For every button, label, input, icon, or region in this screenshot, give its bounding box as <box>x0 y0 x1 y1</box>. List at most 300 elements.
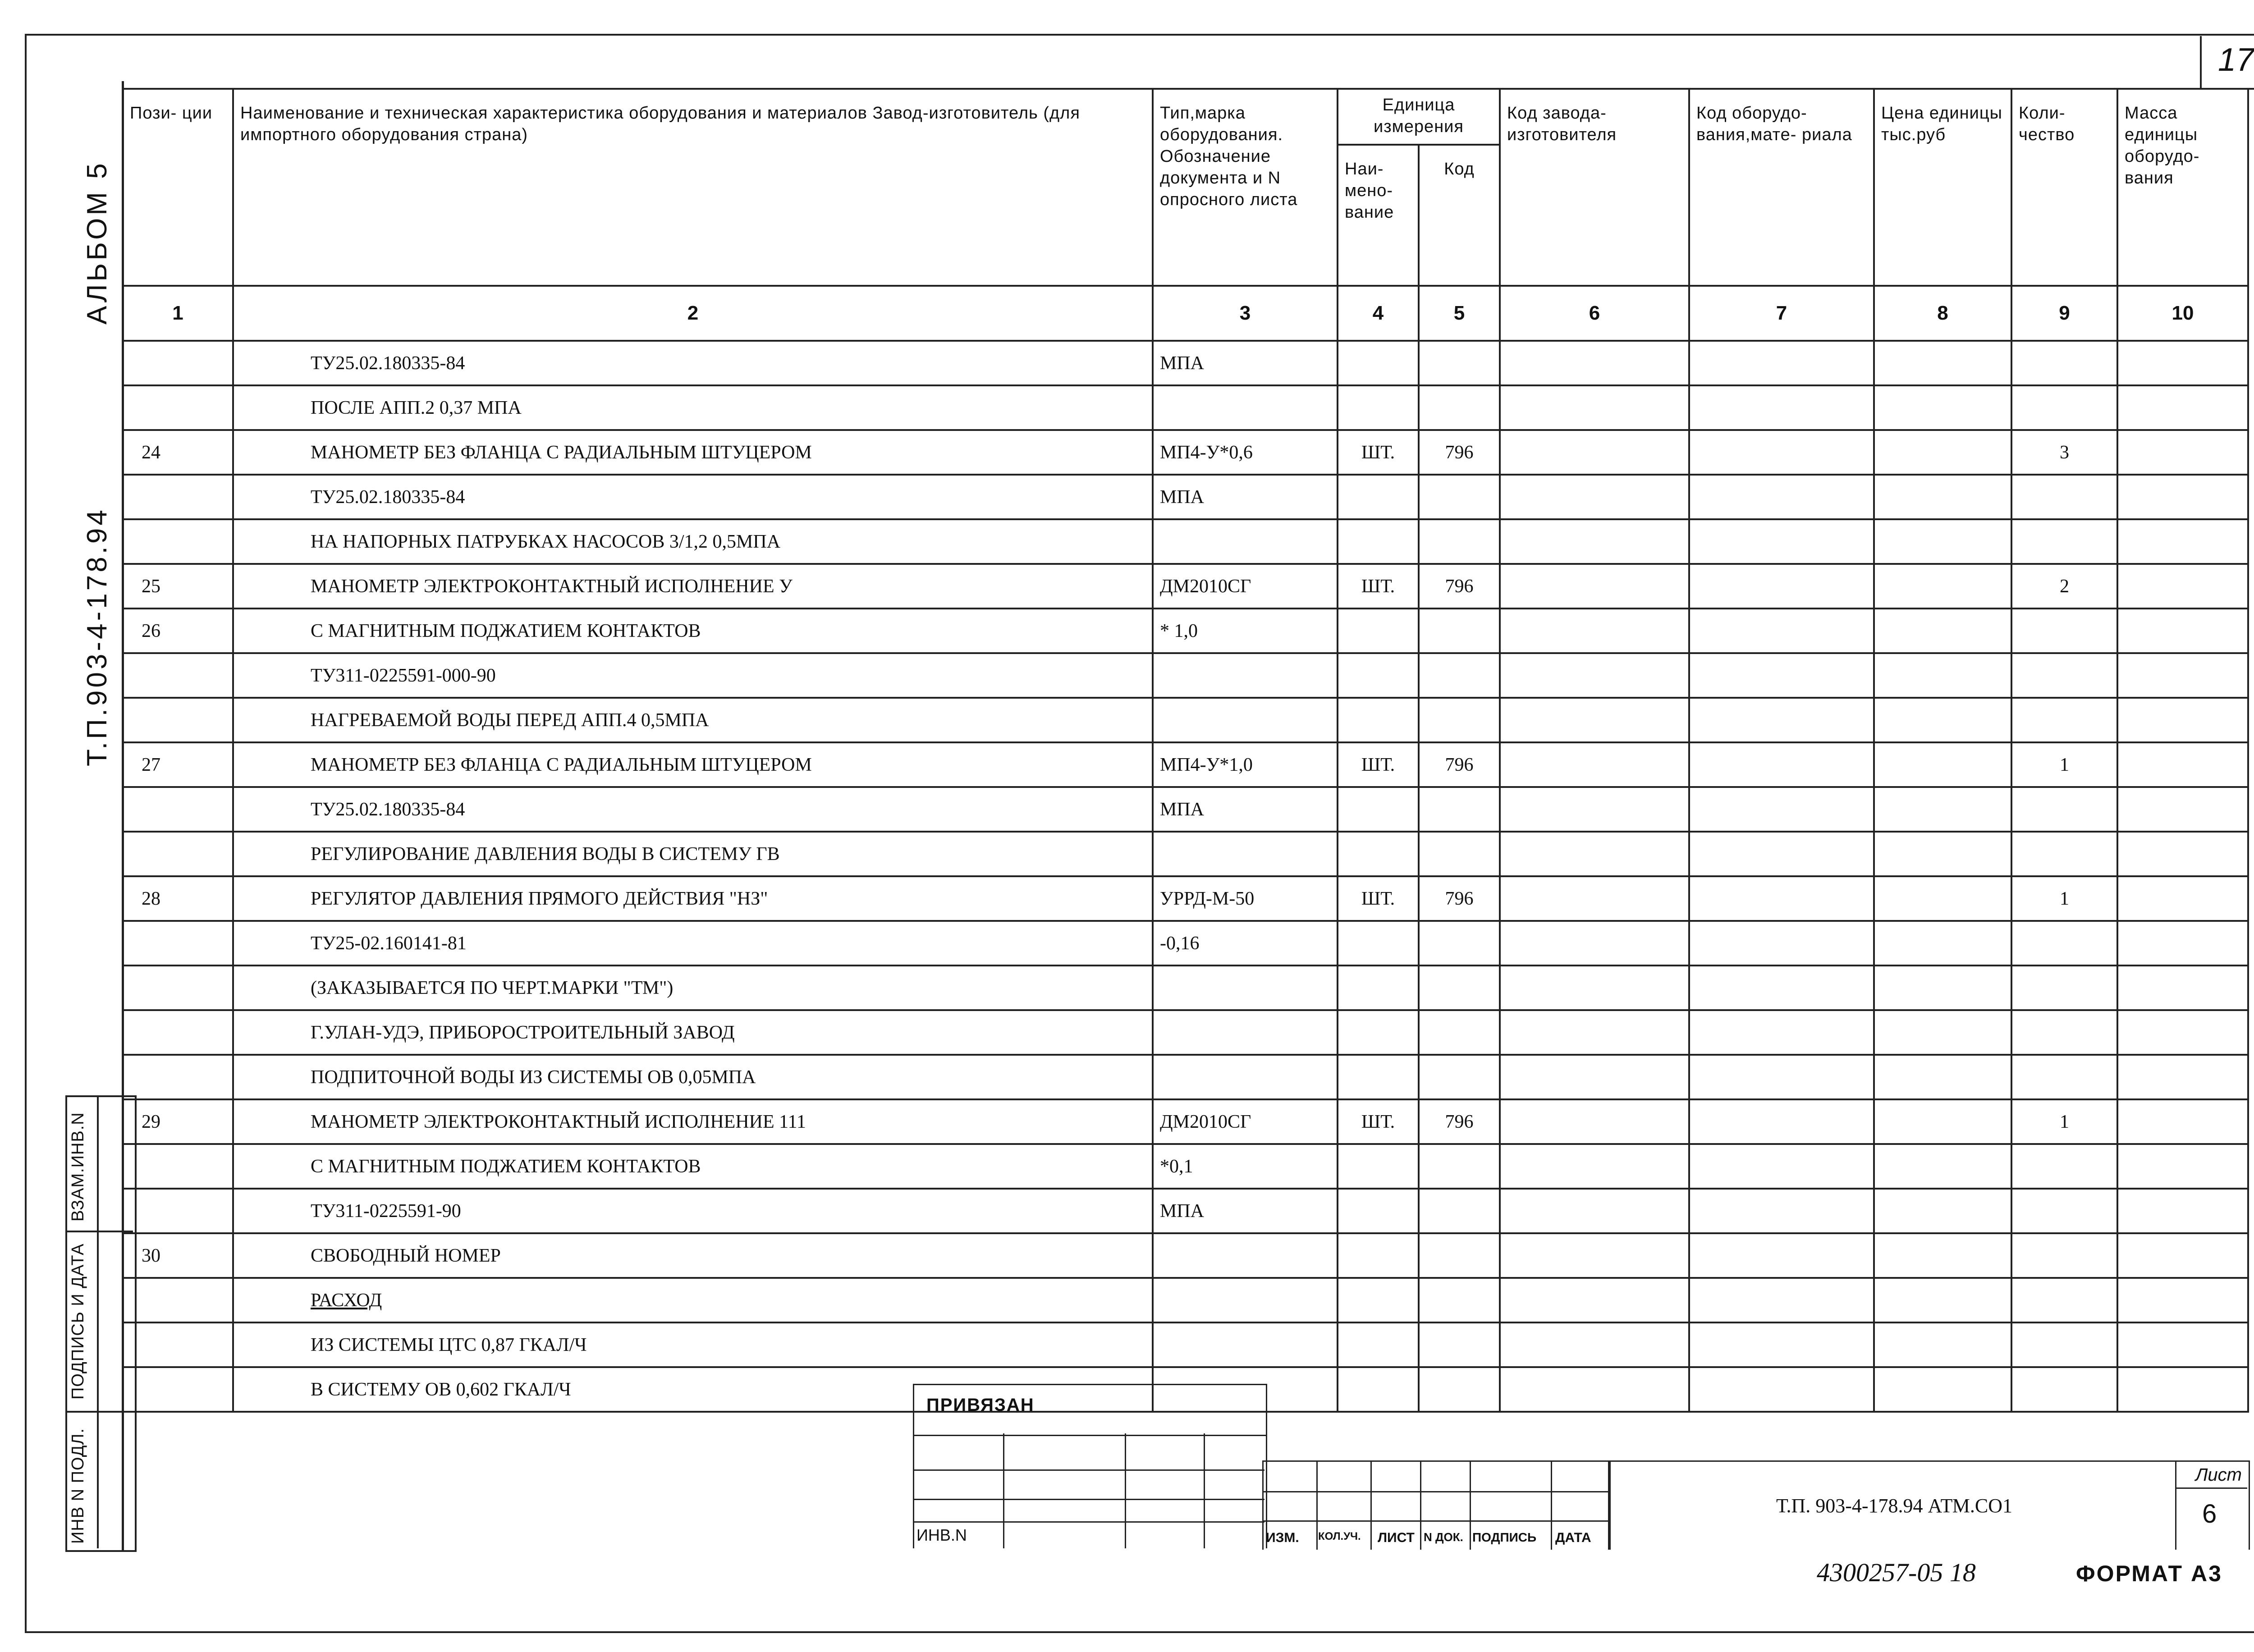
cell-plant-code <box>1500 385 1689 430</box>
cell-plant-code <box>1500 966 1689 1010</box>
cell-quantity <box>2011 1144 2117 1189</box>
col-num-2: 2 <box>233 286 1153 341</box>
cell-name: (ЗАКАЗЫВАЕТСЯ ПО ЧЕРТ.МАРКИ "ТМ") <box>233 966 1153 1010</box>
cell-position <box>123 966 233 1010</box>
cell-type <box>1153 1278 1338 1323</box>
cell-unit <box>1338 519 1419 564</box>
cell-unit <box>1338 1010 1419 1055</box>
cell-position <box>123 1189 233 1233</box>
table-row <box>123 1233 2248 1278</box>
cell-equipment-code <box>1689 1055 1874 1099</box>
rev-col-data: ДАТА <box>1555 1530 1591 1545</box>
cell-price <box>1874 1144 2011 1189</box>
cell-unit-code <box>1419 653 1500 698</box>
cell-plant-code <box>1500 1099 1689 1144</box>
col-num-6: 6 <box>1500 286 1689 341</box>
cell-type <box>1153 1055 1338 1099</box>
spec-table <box>122 88 2249 1413</box>
rev-col-podpis: ПОДПИСЬ <box>1472 1530 1537 1544</box>
cell-mass <box>2117 1367 2248 1412</box>
cell-plant-code <box>1500 787 1689 832</box>
pg-h3 <box>913 1521 1264 1523</box>
cell-type: МП4-У*1,0 <box>1153 742 1338 787</box>
revision-block <box>1262 1460 1609 1550</box>
cell-name: ТУ311-0225591-000-90 <box>233 653 1153 698</box>
cell-mass <box>2117 653 2248 698</box>
cell-plant-code <box>1500 341 1689 385</box>
cell-unit-code: 796 <box>1419 876 1500 921</box>
cell-equipment-code <box>1689 341 1874 385</box>
cell-unit <box>1338 966 1419 1010</box>
cell-equipment-code <box>1689 653 1874 698</box>
cell-quantity <box>2011 1233 2117 1278</box>
rev-h1 <box>1262 1491 1609 1492</box>
cell-plant-code <box>1500 609 1689 653</box>
cell-unit-code <box>1419 1010 1500 1055</box>
rev-col-list: ЛИСТ <box>1378 1530 1415 1545</box>
cell-name: ПОДПИТОЧНОЙ ВОДЫ ИЗ СИСТЕМЫ ОВ 0,05МПА <box>233 1055 1153 1099</box>
cell-name: ТУ25.02.180335-84 <box>233 475 1153 519</box>
table-row <box>123 1278 2248 1323</box>
cell-type: МПА <box>1153 475 1338 519</box>
table-row <box>123 1323 2248 1367</box>
cell-plant-code <box>1500 1323 1689 1367</box>
cell-quantity: 3 <box>2011 430 2117 475</box>
cell-mass <box>2117 1278 2248 1323</box>
cell-mass <box>2117 430 2248 475</box>
cell-position: 26 <box>123 609 233 653</box>
cell-unit-code <box>1419 966 1500 1010</box>
cell-mass <box>2117 742 2248 787</box>
header-row-1 <box>123 89 2248 145</box>
cell-unit-code <box>1419 1367 1500 1412</box>
header-name: Наименование и техническая характеристика оборудования и материалов Завод-изготовитель (для импортного оборудования страна) <box>233 89 1153 286</box>
cell-position <box>123 1010 233 1055</box>
cell-unit <box>1338 341 1419 385</box>
cell-name: ИЗ СИСТЕМЫ ЦТС 0,87 ГКАЛ/Ч <box>233 1323 1153 1367</box>
cell-unit-code <box>1419 519 1500 564</box>
col-num-1: 1 <box>123 286 233 341</box>
cell-name: РЕГУЛЯТОР ДАВЛЕНИЯ ПРЯМОГО ДЕЙСТВИЯ "НЗ" <box>233 876 1153 921</box>
cell-plant-code <box>1500 519 1689 564</box>
cell-equipment-code <box>1689 430 1874 475</box>
sheet-box-sep <box>2175 1487 2247 1489</box>
cell-price <box>1874 475 2011 519</box>
col-num-10: 10 <box>2117 286 2248 341</box>
cell-mass <box>2117 341 2248 385</box>
cell-price <box>1874 698 2011 742</box>
cell-price <box>1874 832 2011 876</box>
cell-position <box>123 1367 233 1412</box>
cell-mass <box>2117 921 2248 966</box>
cell-name: С МАГНИТНЫМ ПОДЖАТИЕМ КОНТАКТОВ <box>233 609 1153 653</box>
cell-unit-code <box>1419 1323 1500 1367</box>
cell-type <box>1153 519 1338 564</box>
cell-quantity <box>2011 475 2117 519</box>
cell-unit <box>1338 1367 1419 1412</box>
cell-plant-code <box>1500 876 1689 921</box>
cell-unit <box>1338 1189 1419 1233</box>
cell-unit: ШТ. <box>1338 564 1419 609</box>
cell-plant-code <box>1500 653 1689 698</box>
rev-v1 <box>1316 1462 1318 1550</box>
header-equipment-code: Код оборудо- вания,мате- риала <box>1689 89 1874 286</box>
cell-plant-code <box>1500 475 1689 519</box>
cell-position: 27 <box>123 742 233 787</box>
cell-price <box>1874 1099 2011 1144</box>
cell-unit: ШТ. <box>1338 1099 1419 1144</box>
side-box-sign: ПОДПИСЬ И ДАТА <box>69 1243 87 1400</box>
cell-price <box>1874 609 2011 653</box>
cell-equipment-code <box>1689 519 1874 564</box>
col-num-7: 7 <box>1689 286 1874 341</box>
cell-plant-code <box>1500 1055 1689 1099</box>
rev-v0 <box>1262 1462 1264 1550</box>
cell-name: МАНОМЕТР ЭЛЕКТРОКОНТАКТНЫЙ ИСПОЛНЕНИЕ 111 <box>233 1099 1153 1144</box>
cell-quantity <box>2011 1189 2117 1233</box>
cell-mass <box>2117 609 2248 653</box>
side-box-zam: ВЗАМ.ИНВ.N <box>69 1112 87 1222</box>
sheet-number: 6 <box>2202 1499 2217 1528</box>
cell-unit <box>1338 1055 1419 1099</box>
cell-quantity <box>2011 519 2117 564</box>
cell-position: 29 <box>123 1099 233 1144</box>
table-row <box>123 1099 2248 1144</box>
header-positions: Пози- ции <box>123 89 233 286</box>
side-stamp-divider <box>97 1095 99 1548</box>
cell-mass <box>2117 1144 2248 1189</box>
cell-unit-code <box>1419 832 1500 876</box>
cell-unit <box>1338 609 1419 653</box>
cell-unit-code <box>1419 385 1500 430</box>
privyazan-label: ПРИВЯЗАН <box>926 1395 1035 1415</box>
cell-unit-code: 796 <box>1419 430 1500 475</box>
cell-plant-code <box>1500 1189 1689 1233</box>
cell-unit-code <box>1419 698 1500 742</box>
cell-unit-code <box>1419 1233 1500 1278</box>
cell-equipment-code <box>1689 742 1874 787</box>
cell-type: * 1,0 <box>1153 609 1338 653</box>
pg-v3 <box>1204 1433 1205 1548</box>
cell-name: МАНОМЕТР БЕЗ ФЛАНЦА С РАДИАЛЬНЫМ ШТУЦЕРОМ <box>233 742 1153 787</box>
cell-position <box>123 921 233 966</box>
cell-quantity: 1 <box>2011 876 2117 921</box>
cell-type <box>1153 1323 1338 1367</box>
cell-equipment-code <box>1689 698 1874 742</box>
table-row <box>123 876 2248 921</box>
cell-position: 28 <box>123 876 233 921</box>
cell-type <box>1153 1233 1338 1278</box>
cell-type: МПА <box>1153 1189 1338 1233</box>
cell-quantity <box>2011 921 2117 966</box>
cell-unit <box>1338 653 1419 698</box>
cell-unit <box>1338 1233 1419 1278</box>
table-row <box>123 475 2248 519</box>
cell-position: 25 <box>123 564 233 609</box>
table-row <box>123 742 2248 787</box>
cell-mass <box>2117 876 2248 921</box>
header-unit-name: Наи- мено- вание <box>1338 145 1419 286</box>
table-row <box>123 341 2248 385</box>
cell-mass <box>2117 564 2248 609</box>
cell-type: МП4-У*0,6 <box>1153 430 1338 475</box>
sheet-label: Лист <box>2195 1465 2242 1485</box>
table-row <box>123 430 2248 475</box>
table-row <box>123 653 2248 698</box>
cell-position: 30 <box>123 1233 233 1278</box>
cell-price <box>1874 1233 2011 1278</box>
table-row <box>123 519 2248 564</box>
cell-plant-code <box>1500 698 1689 742</box>
cell-price <box>1874 564 2011 609</box>
col-num-5: 5 <box>1419 286 1500 341</box>
cell-quantity <box>2011 832 2117 876</box>
cell-equipment-code <box>1689 609 1874 653</box>
cell-plant-code <box>1500 564 1689 609</box>
cell-position <box>123 832 233 876</box>
cell-name: ТУ25.02.180335-84 <box>233 341 1153 385</box>
cell-position <box>123 1144 233 1189</box>
handwritten-archive-number: 4300257-05 18 <box>1817 1558 1976 1587</box>
cell-plant-code <box>1500 1233 1689 1278</box>
col-num-8: 8 <box>1874 286 2011 341</box>
cell-name: С МАГНИТНЫМ ПОДЖАТИЕМ КОНТАКТОВ <box>233 1144 1153 1189</box>
cell-position <box>123 698 233 742</box>
cell-quantity: 2 <box>2011 564 2117 609</box>
cell-equipment-code <box>1689 1323 1874 1367</box>
cell-type <box>1153 653 1338 698</box>
cell-mass <box>2117 475 2248 519</box>
cell-equipment-code <box>1689 787 1874 832</box>
cell-name: МАНОМЕТР ЭЛЕКТРОКОНТАКТНЫЙ ИСПОЛНЕНИЕ У <box>233 564 1153 609</box>
designation-text: Т.П. 903-4-178.94 АТМ.СО1 <box>1776 1495 2013 1517</box>
cell-quantity <box>2011 609 2117 653</box>
cell-unit-code: 796 <box>1419 742 1500 787</box>
cell-quantity <box>2011 341 2117 385</box>
cell-unit <box>1338 475 1419 519</box>
rev-h2 <box>1262 1520 1609 1522</box>
cell-name: ТУ311-0225591-90 <box>233 1189 1153 1233</box>
cell-equipment-code <box>1689 876 1874 921</box>
table-row <box>123 564 2248 609</box>
rev-col-ndok: N ДОК. <box>1424 1530 1463 1544</box>
cell-equipment-code <box>1689 1099 1874 1144</box>
cell-equipment-code <box>1689 921 1874 966</box>
pg-v2 <box>1125 1433 1126 1548</box>
cell-equipment-code <box>1689 966 1874 1010</box>
cell-plant-code <box>1500 1367 1689 1412</box>
cell-position <box>123 475 233 519</box>
cell-unit <box>1338 921 1419 966</box>
cell-equipment-code <box>1689 1367 1874 1412</box>
cell-unit <box>1338 1278 1419 1323</box>
header-plant-code: Код завода- изготовителя <box>1500 89 1689 286</box>
cell-name: НА НАПОРНЫХ ПАТРУБКАХ НАСОСОВ 3/1,2 0,5МПА <box>233 519 1153 564</box>
cell-position <box>123 1323 233 1367</box>
cell-unit-code <box>1419 341 1500 385</box>
format-label: ФОРМАТ А3 <box>2076 1561 2222 1586</box>
cell-quantity <box>2011 698 2117 742</box>
col-num-3: 3 <box>1153 286 1338 341</box>
rev-col-izm: ИЗМ. <box>1266 1530 1299 1545</box>
cell-mass <box>2117 787 2248 832</box>
cell-mass <box>2117 832 2248 876</box>
cell-mass <box>2117 1099 2248 1144</box>
cell-unit <box>1338 385 1419 430</box>
cell-unit-code: 796 <box>1419 564 1500 609</box>
cell-unit: ШТ. <box>1338 742 1419 787</box>
cell-name: РАСХОД <box>233 1278 1153 1323</box>
cell-mass <box>2117 1010 2248 1055</box>
cell-type: МПА <box>1153 341 1338 385</box>
title-block <box>913 1384 1269 1548</box>
header-quantity: Коли- чество <box>2011 89 2117 286</box>
cell-unit-code <box>1419 787 1500 832</box>
cell-type <box>1153 1010 1338 1055</box>
cell-name: РЕГУЛИРОВАНИЕ ДАВЛЕНИЯ ВОДЫ В СИСТЕМУ ГВ <box>233 832 1153 876</box>
cell-plant-code <box>1500 1010 1689 1055</box>
top-sheet-number: 17 <box>2218 42 2254 78</box>
cell-position <box>123 341 233 385</box>
cell-price <box>1874 921 2011 966</box>
header-mass: Масса единицы оборудо- вания <box>2117 89 2248 286</box>
cell-plant-code <box>1500 430 1689 475</box>
cell-position <box>123 1055 233 1099</box>
cell-type: ДМ2010СГ <box>1153 1099 1338 1144</box>
cell-unit-code <box>1419 475 1500 519</box>
cell-price <box>1874 1010 2011 1055</box>
table-row <box>123 698 2248 742</box>
cell-unit-code: 796 <box>1419 1099 1500 1144</box>
cell-equipment-code <box>1689 1010 1874 1055</box>
cell-plant-code <box>1500 742 1689 787</box>
cell-quantity <box>2011 1055 2117 1099</box>
cell-equipment-code <box>1689 475 1874 519</box>
table-row <box>123 609 2248 653</box>
header-unit-code: Код <box>1419 145 1500 286</box>
cell-price <box>1874 341 2011 385</box>
cell-quantity <box>2011 1278 2117 1323</box>
cell-mass <box>2117 519 2248 564</box>
table-row <box>123 1144 2248 1189</box>
cell-position <box>123 519 233 564</box>
cell-position <box>123 1278 233 1323</box>
cell-unit-code <box>1419 1278 1500 1323</box>
header-price: Цена единицы тыс.руб <box>1874 89 2011 286</box>
cell-unit: ШТ. <box>1338 430 1419 475</box>
cell-unit <box>1338 832 1419 876</box>
cell-name: НАГРЕВАЕМОЙ ВОДЫ ПЕРЕД АПП.4 0,5МПА <box>233 698 1153 742</box>
cell-unit <box>1338 1323 1419 1367</box>
cell-position <box>123 385 233 430</box>
table-row <box>123 1189 2248 1233</box>
cell-type <box>1153 832 1338 876</box>
cell-equipment-code <box>1689 1233 1874 1278</box>
cell-quantity <box>2011 385 2117 430</box>
cell-equipment-code <box>1689 1278 1874 1323</box>
table-row <box>123 921 2248 966</box>
cell-unit-code <box>1419 1144 1500 1189</box>
cell-type: *0,1 <box>1153 1144 1338 1189</box>
cell-price <box>1874 1323 2011 1367</box>
cell-price <box>1874 1367 2011 1412</box>
cell-price <box>1874 876 2011 921</box>
cell-quantity <box>2011 787 2117 832</box>
cell-name: СВОБОДНЫЙ НОМЕР <box>233 1233 1153 1278</box>
cell-equipment-code <box>1689 1189 1874 1233</box>
cell-quantity <box>2011 1010 2117 1055</box>
cell-type: ДМ2010СГ <box>1153 564 1338 609</box>
table-row <box>123 966 2248 1010</box>
cell-price <box>1874 519 2011 564</box>
cell-position <box>123 787 233 832</box>
col-num-9: 9 <box>2011 286 2117 341</box>
table-row <box>123 385 2248 430</box>
cell-unit <box>1338 1144 1419 1189</box>
cell-unit-code <box>1419 1189 1500 1233</box>
cell-unit-code <box>1419 1055 1500 1099</box>
project-label: Т.П.903-4-178.94 <box>82 507 113 766</box>
cell-equipment-code <box>1689 564 1874 609</box>
spec-body <box>123 341 2248 1412</box>
cell-price <box>1874 430 2011 475</box>
cell-price <box>1874 653 2011 698</box>
cell-price <box>1874 1278 2011 1323</box>
header-type: Тип,марка оборудования. Обозначение документа и N опросного листа <box>1153 89 1338 286</box>
cell-mass <box>2117 698 2248 742</box>
cell-quantity <box>2011 653 2117 698</box>
cell-price <box>1874 385 2011 430</box>
cell-type <box>1153 385 1338 430</box>
column-number-row <box>123 286 2248 341</box>
cell-plant-code <box>1500 921 1689 966</box>
cell-position <box>123 653 233 698</box>
cell-equipment-code <box>1689 1144 1874 1189</box>
cell-name: МАНОМЕТР БЕЗ ФЛАНЦА С РАДИАЛЬНЫМ ШТУЦЕРОМ <box>233 430 1153 475</box>
cell-quantity <box>2011 966 2117 1010</box>
table-row <box>123 832 2248 876</box>
cell-price <box>1874 787 2011 832</box>
cell-unit <box>1338 698 1419 742</box>
cell-mass <box>2117 1055 2248 1099</box>
cell-name: В СИСТЕМУ ОВ 0,602 ГКАЛ/Ч <box>233 1367 1153 1412</box>
cell-type <box>1153 966 1338 1010</box>
cell-equipment-code <box>1689 832 1874 876</box>
cell-unit-code <box>1419 609 1500 653</box>
cell-price <box>1874 1189 2011 1233</box>
side-box-inv: ИНВ N ПОДЛ. <box>69 1428 87 1544</box>
cell-type <box>1153 698 1338 742</box>
cell-quantity <box>2011 1323 2117 1367</box>
cell-plant-code <box>1500 832 1689 876</box>
cell-mass <box>2117 1323 2248 1367</box>
cell-type: -0,16 <box>1153 921 1338 966</box>
cell-price <box>1874 1055 2011 1099</box>
rev-v2 <box>1370 1462 1372 1550</box>
rev-v4 <box>1470 1462 1471 1550</box>
pg-h2 <box>913 1499 1264 1500</box>
cell-type: МПА <box>1153 787 1338 832</box>
cell-mass <box>2117 1189 2248 1233</box>
pg-v1 <box>1003 1433 1004 1548</box>
album-label: АЛЬБОМ 5 <box>82 160 113 325</box>
col-num-4: 4 <box>1338 286 1419 341</box>
header-unit-group: Единица измерения <box>1338 89 1500 145</box>
rev-v5 <box>1551 1462 1552 1550</box>
pg-h1 <box>913 1469 1264 1471</box>
cell-plant-code <box>1500 1278 1689 1323</box>
rev-v3 <box>1420 1462 1421 1550</box>
